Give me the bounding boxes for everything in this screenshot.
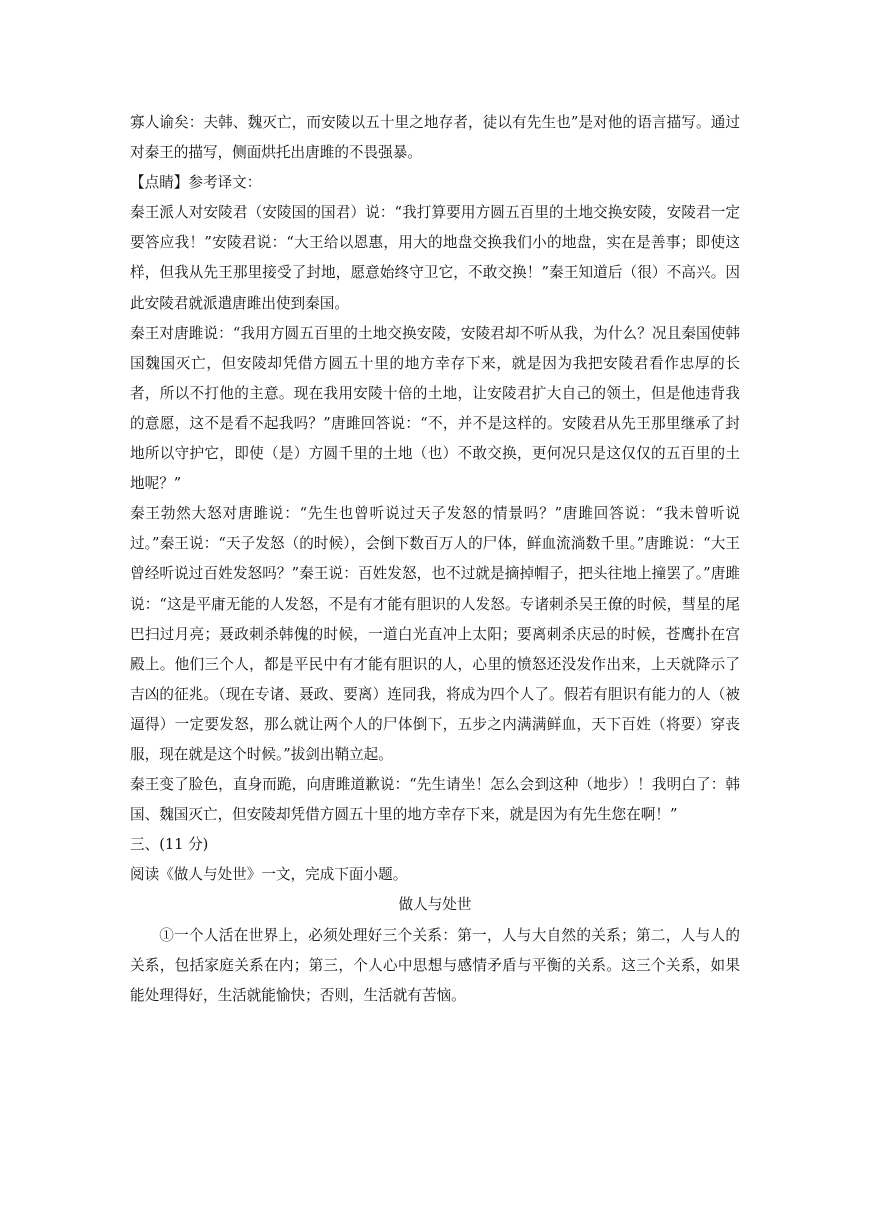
translation-paragraph-2: 秦王对唐雎说：“我用方圆五百里的土地交换安陵，安陵君却不听从我，为什么？况且秦国使韩国魏国灭亡，但安陵却凭借方圆五十里的地方幸存下来，就是因为我把安陵君看作忠厚的长者，所以不打他的主意。现在我用安陵十倍的土地，让安陵君扩大自己的领土，但是他违背我的意愿，这不是看不起我吗？”唐雎回答说：“不，并不是这样的。安陵君从先王那里继承了封地所以守护它，即使（是）方圆千里的土地（也）不敢交换，更何况只是这仅仅的五百里的土地呢？”: [130, 324, 740, 493]
analysis-paragraph: 寡人谕矣：夫韩、魏灭亡，而安陵以五十里之地存者，徒以有先生也”是对他的语言描写。通过对秦王的描写，侧面烘托出唐雎的不畏强暴。: [130, 114, 740, 162]
document-page: [130, 108, 740, 1011]
reading-instruction: 阅读《做人与处世》一文，完成下面小题。: [130, 866, 408, 884]
section-heading: 三、(11 分): [130, 836, 209, 854]
article-paragraph-1: ①一个人活在世界上，必须处理好三个关系：第一，人与大自然的关系；第二，人与人的关系，包括家庭关系在内；第三，个人心中思想与感情矛盾与平衡的关系。这三个关系，如果能处理得好，生活就能愉快；否则，生活就有苦恼。: [130, 926, 740, 1004]
translation-paragraph-1: 秦王派人对安陵君（安陵国的国君）说：“我打算要用方圆五百里的土地交换安陵，安陵君一定要答应我！”安陵君说：“大王给以恩惠，用大的地盘交换我们小的地盘，实在是善事；即使这样，但我从先王那里接受了封地，愿意始终守卫它，不敢交换！”秦王知道后（很）不高兴。因此安陵君就派遣唐雎出使到秦国。: [130, 204, 740, 312]
point-heading: 【点睛】参考译文：: [130, 174, 262, 192]
translation-paragraph-4: 秦王变了脸色，直身而跪，向唐雎道歉说：“先生请坐！怎么会到这种（地步）！我明白了：韩国、魏国灭亡，但安陵却凭借方圆五十里的地方幸存下来，就是因为有先生您在啊！”: [130, 776, 740, 824]
article-title: 做人与处世: [398, 896, 472, 914]
translation-paragraph-3: 秦王勃然大怒对唐雎说：“先生也曾听说过天子发怒的情景吗？”唐雎回答说：“我未曾听说过。”秦王说：“天子发怒（的时候），会倒下数百万人的尸体，鲜血流淌数千里。”唐雎说：“大王曾经听说过百姓发怒吗？”秦王说：百姓发怒，也不过就是摘掉帽子，把头往地上撞罢了。”唐雎说：“这是平庸无能的人发怒，不是有才能有胆识的人发怒。专诸刺杀吴王僚的时候，彗星的尾巴扫过月亮；聂政刺杀韩傀的时候，一道白光直冲上太阳；要离刺杀庆忌的时候，苍鹰扑在宫殿上。他们三个人，都是平民中有才能有胆识的人，心里的愤怒还没发作出来，上天就降示了吉凶的征兆。（现在专诸、聂政、要离）连同我，将成为四个人了。假若有胆识有能力的人（被逼得）一定要发怒，那么就让两个人的尸体倒下，五步之内满满鲜血，天下百姓（将要）穿丧服，现在就是这个时候。”拔剑出鞘立起。: [130, 505, 740, 763]
